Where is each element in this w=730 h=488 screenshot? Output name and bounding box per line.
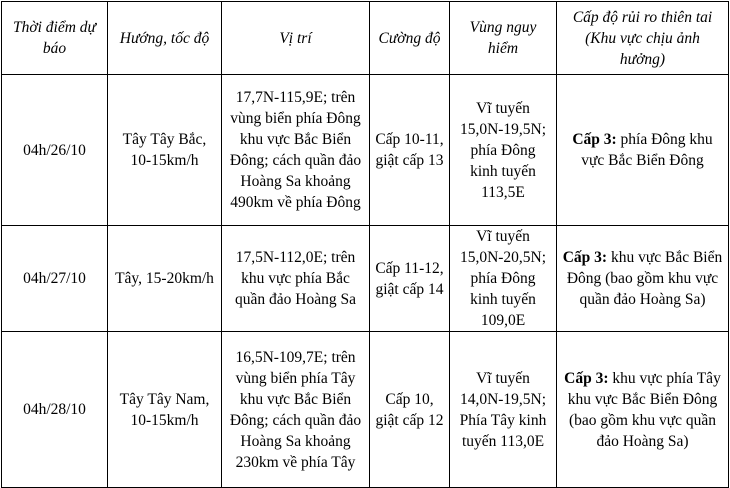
table-row (2, 332, 729, 488)
cell-time: 04h/27/10 (2, 226, 108, 332)
cell-direction: Tây Tây Bắc, 10-15km/h (108, 75, 222, 226)
cell-danger-zone: Vĩ tuyến 15,0N-19,5N; phía Đông kinh tuyến 113,5E (450, 75, 557, 226)
cell-direction: Tây Tây Nam, 10-15km/h (108, 332, 222, 488)
forecast-table (1, 1, 729, 488)
cell-position: 16,5N-109,7E; trên vùng biển phía Tây khu vực Bắc Biển Đông; cách quần đảo Hoàng Sa khoảng 230km về phía Tây (222, 332, 370, 488)
header-intensity: Cường độ (370, 2, 450, 75)
risk-level: Cấp 3: (564, 369, 609, 387)
risk-area: khu vực phía Tây khu vực Bắc Biển Đông (bao gồm khu vực quần đảo Hoàng Sa) (567, 369, 721, 450)
table-row (2, 75, 729, 226)
risk-area: khu vực Bắc Biển Đông (bao gồm khu vực quần đảo Hoàng Sa) (566, 249, 723, 308)
header-position: Vị trí (222, 2, 370, 75)
cell-position: 17,7N-115,9E; trên vùng biển phía Đông khu vực Bắc Biển Đông; cách quần đảo Hoàng Sa khoảng 490km về phía Đông (222, 75, 370, 226)
risk-level: Cấp 3: (572, 131, 617, 148)
cell-risk (557, 75, 729, 226)
table-row (2, 226, 729, 332)
cell-intensity: Cấp 11-12, giật cấp 14 (370, 226, 450, 332)
cell-intensity: Cấp 10-11, giật cấp 13 (370, 75, 450, 226)
risk-level: Cấp 3: (562, 249, 608, 266)
cell-risk (557, 332, 729, 488)
risk-area: phía Đông khu vực Bắc Biển Đông (581, 131, 713, 169)
cell-position: 17,5N-112,0E; trên khu vực phía Bắc quần đảo Hoàng Sa (222, 226, 370, 332)
cell-danger-zone: Vĩ tuyến 14,0N-19,5N; Phía Tây kinh tuyến 113,0E (450, 332, 557, 488)
cell-danger-zone: Vĩ tuyến 15,0N-20,5N; phía Đông kinh tuyến 109,0E (450, 226, 557, 332)
header-danger-zone: Vùng nguy hiểm (450, 2, 557, 75)
header-direction: Hướng, tốc độ (108, 2, 222, 75)
cell-intensity: Cấp 10, giật cấp 12 (370, 332, 450, 488)
cell-time: 04h/28/10 (2, 332, 108, 488)
table-header-row (2, 2, 729, 75)
cell-risk (557, 226, 729, 332)
header-risk: Cấp độ rủi ro thiên tai (Khu vực chịu ảnh hưởng) (557, 2, 729, 75)
header-time: Thời điểm dự báo (2, 2, 108, 75)
cell-time: 04h/26/10 (2, 75, 108, 226)
cell-direction: Tây, 15-20km/h (108, 226, 222, 332)
